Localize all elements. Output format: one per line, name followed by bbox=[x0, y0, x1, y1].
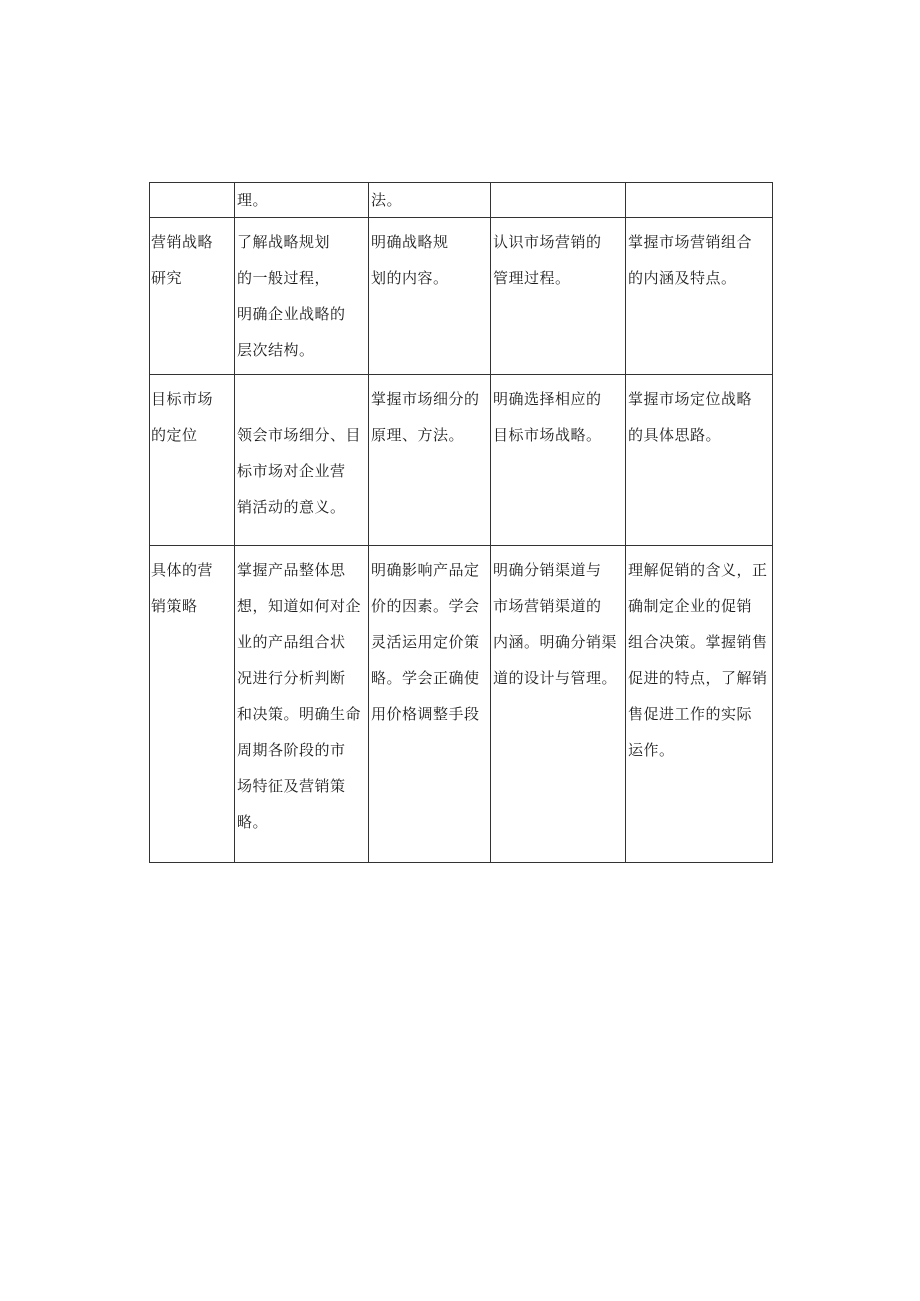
table-row bbox=[150, 546, 773, 863]
table-cell: 法。 bbox=[369, 183, 491, 218]
topic-cell: 营销战略 研究 bbox=[150, 218, 235, 375]
table-cell: 领会市场细分、目 标市场对企业营 销活动的意义。 bbox=[235, 375, 369, 546]
table-cell bbox=[491, 183, 626, 218]
table-cell: 理解促销的含义，正 确制定企业的促销 组合决策。掌握销售 促进的特点，了解销 售促进工作的实际 运作。 bbox=[626, 546, 773, 863]
syllabus-table bbox=[149, 182, 773, 863]
table-cell: 掌握市场定位战略 的具体思路。 bbox=[626, 375, 773, 546]
table-cell: 明确影响产品定 价的因素。学会 灵活运用定价策 略。学会正确使 用价格调整手段 bbox=[369, 546, 491, 863]
table-row bbox=[150, 183, 773, 218]
table-cell: 掌握产品整体思 想，知道如何对企 业的产品组合状 况进行分析判断 和决策。明确生命 周期各阶段的市 场特征及营销策 略。 bbox=[235, 546, 369, 863]
table-cell: 理。 bbox=[235, 183, 369, 218]
table-cell: 明确分销渠道与 市场营销渠道的 内涵。明确分销渠 道的设计与管理。 bbox=[491, 546, 626, 863]
table-cell: 明确选择相应的 目标市场战略。 bbox=[491, 375, 626, 546]
table-cell: 明确战略规 划的内容。 bbox=[369, 218, 491, 375]
table-cell: 掌握市场营销组合 的内涵及特点。 bbox=[626, 218, 773, 375]
topic-cell: 具体的营 销策略 bbox=[150, 546, 235, 863]
topic-cell bbox=[150, 183, 235, 218]
table-row bbox=[150, 375, 773, 546]
table-cell: 认识市场营销的 管理过程。 bbox=[491, 218, 626, 375]
table-cell: 了解战略规划 的一般过程， 明确企业战略的 层次结构。 bbox=[235, 218, 369, 375]
table-cell: 掌握市场细分的 原理、方法。 bbox=[369, 375, 491, 546]
table-row bbox=[150, 218, 773, 375]
table-cell bbox=[626, 183, 773, 218]
topic-cell: 目标市场 的定位 bbox=[150, 375, 235, 546]
